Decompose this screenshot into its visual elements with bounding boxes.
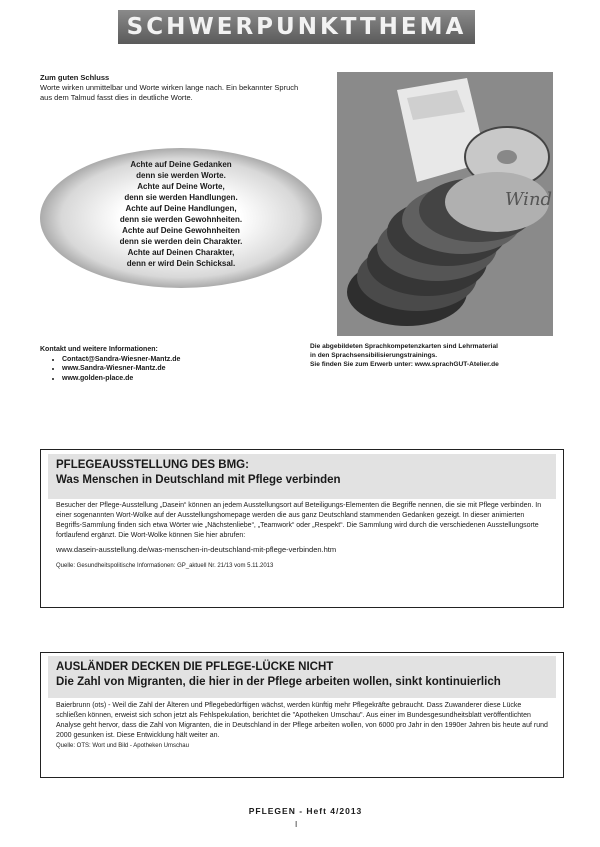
article-text: Baierbrunn (ots) - Weil die Zahl der Älteren und Pflegebedürftigen wächst, werden künftig mehr Pflegekräfte gebraucht. Dass Zuwanderer diese Lücke schließen können, erweist sich schon jetzt als Fehlspekulation, berichtet die "Apotheken Umschau". Aus einer im Bundesgesundheitsblatt veröffentlichten Analyse geht hervor, dass die Zahl von Migranten, die in Deutschland in der Pflege arbeiten wollen, von 6000 pro Jahr in den 1990er Jahren bis heute auf rund 2000 gesunken ist. Diese Entwicklung hält weiter an. xyxy=(56,702,548,739)
banner-title: SCHWERPUNKTTHEMA xyxy=(126,14,467,40)
contact-website-link[interactable]: • www.golden-place.de xyxy=(62,374,305,384)
article-header xyxy=(48,454,556,499)
contact-heading: Kontakt und weitere Informationen: xyxy=(40,346,158,353)
photo-caption xyxy=(310,342,565,369)
contact-website-link[interactable]: • www.Sandra-Wiesner-Mantz.de xyxy=(62,364,305,374)
article-pflegeausstellung xyxy=(40,449,564,608)
card-label: Wind xyxy=(505,189,553,210)
article-title: Die Zahl von Migranten, die hier in der Pflege arbeiten wollen, sinkt kontinuierlich xyxy=(56,676,501,688)
contact-info xyxy=(40,345,305,383)
article-kicker: AUSLÄNDER DECKEN DIE PFLEGE-LÜCKE NICHT xyxy=(56,661,334,673)
intro-heading: Zum guten Schluss xyxy=(40,73,110,82)
quote-line: Achte auf Deine Worte, xyxy=(137,182,225,191)
page-number: I xyxy=(295,820,298,829)
contact-email-link[interactable]: • Contact@Sandra-Wiesner-Mantz.de xyxy=(62,355,305,365)
quote-line: Achte auf Deinen Charakter, xyxy=(127,248,235,257)
section-banner xyxy=(118,10,475,44)
article-header xyxy=(48,656,556,698)
quote-line: Achte auf Deine Gewohnheiten xyxy=(122,226,240,235)
talmud-quote xyxy=(40,159,322,269)
article-body xyxy=(56,701,549,751)
quote-line: denn sie werden Gewohnheiten. xyxy=(119,215,243,224)
article-body xyxy=(56,501,549,571)
cards-fan-illustration xyxy=(337,72,553,336)
caption-line: Sie finden Sie zum Erwerb unter: www.sprachGUT-Atelier.de xyxy=(310,361,499,368)
quote-line: denn sie werden Handlungen. xyxy=(124,193,238,202)
article-kicker: PFLEGEAUSSTELLUNG DES BMG: xyxy=(56,459,249,471)
quote-line: denn er wird Dein Schicksal. xyxy=(126,259,236,268)
quote-line: Achte auf Deine Handlungen, xyxy=(125,204,237,213)
article-title: Was Menschen in Deutschland mit Pflege verbinden xyxy=(56,474,341,486)
article-url-link[interactable]: www.dasein-ausstellung.de/was-menschen-in-deutschland-mit-pflege-verbinden.htm xyxy=(56,545,337,554)
intro-text xyxy=(40,73,305,103)
quote-line: denn sie werden Worte. xyxy=(136,171,226,180)
language-cards-photo xyxy=(337,72,553,336)
article-auslaender-pflege xyxy=(40,652,564,778)
article-text: Besucher der Pflege-Ausstellung „Dasein“ können an jedem Ausstellungsort auf Beteiligungs-Elementen die Begriffe nennen, die sie mit Pflege verbinden. In einer sogenannten Wort-Wolke auf der Ausstellungshomepage werden die aus ganz Deutschland stammenden Gedanken gezeigt. In dieser animierten Begriffs-Sammlung finden sich etwa Wörter wie „Nächstenliebe“, „Teamwork“ oder „Respekt“. Die Sammlung wird durch die verschiedenen Ausstellungsorte fortlaufend ergänzt. Die Wort-Wolke können Sie hier abrufen: xyxy=(56,502,542,539)
intro-body: Worte wirken unmittelbar und Worte wirken lange nach. Ein bekannter Spruch aus dem Talmud fasst dies in deutliche Worte. xyxy=(40,83,299,102)
quote-line: denn sie werden dein Charakter. xyxy=(119,237,243,246)
article-source: Quelle: OTS: Wort und Bild - Apotheken Umschau xyxy=(56,743,189,749)
article-source: Quelle: Gesundheitspolitische Informationen: GP_aktuell Nr. 21/13 vom 5.11.2013 xyxy=(56,563,274,569)
quote-line: Achte auf Deine Gedanken xyxy=(130,160,232,169)
caption-line: Die abgebildeten Sprachkompetenzkarten sind Lehrmaterial xyxy=(310,343,498,350)
footer-issue: PFLEGEN - Heft 4/2013 xyxy=(248,806,363,816)
contact-list xyxy=(40,355,305,384)
caption-line: in den Sprachsensibilisierungstrainings. xyxy=(310,352,438,359)
